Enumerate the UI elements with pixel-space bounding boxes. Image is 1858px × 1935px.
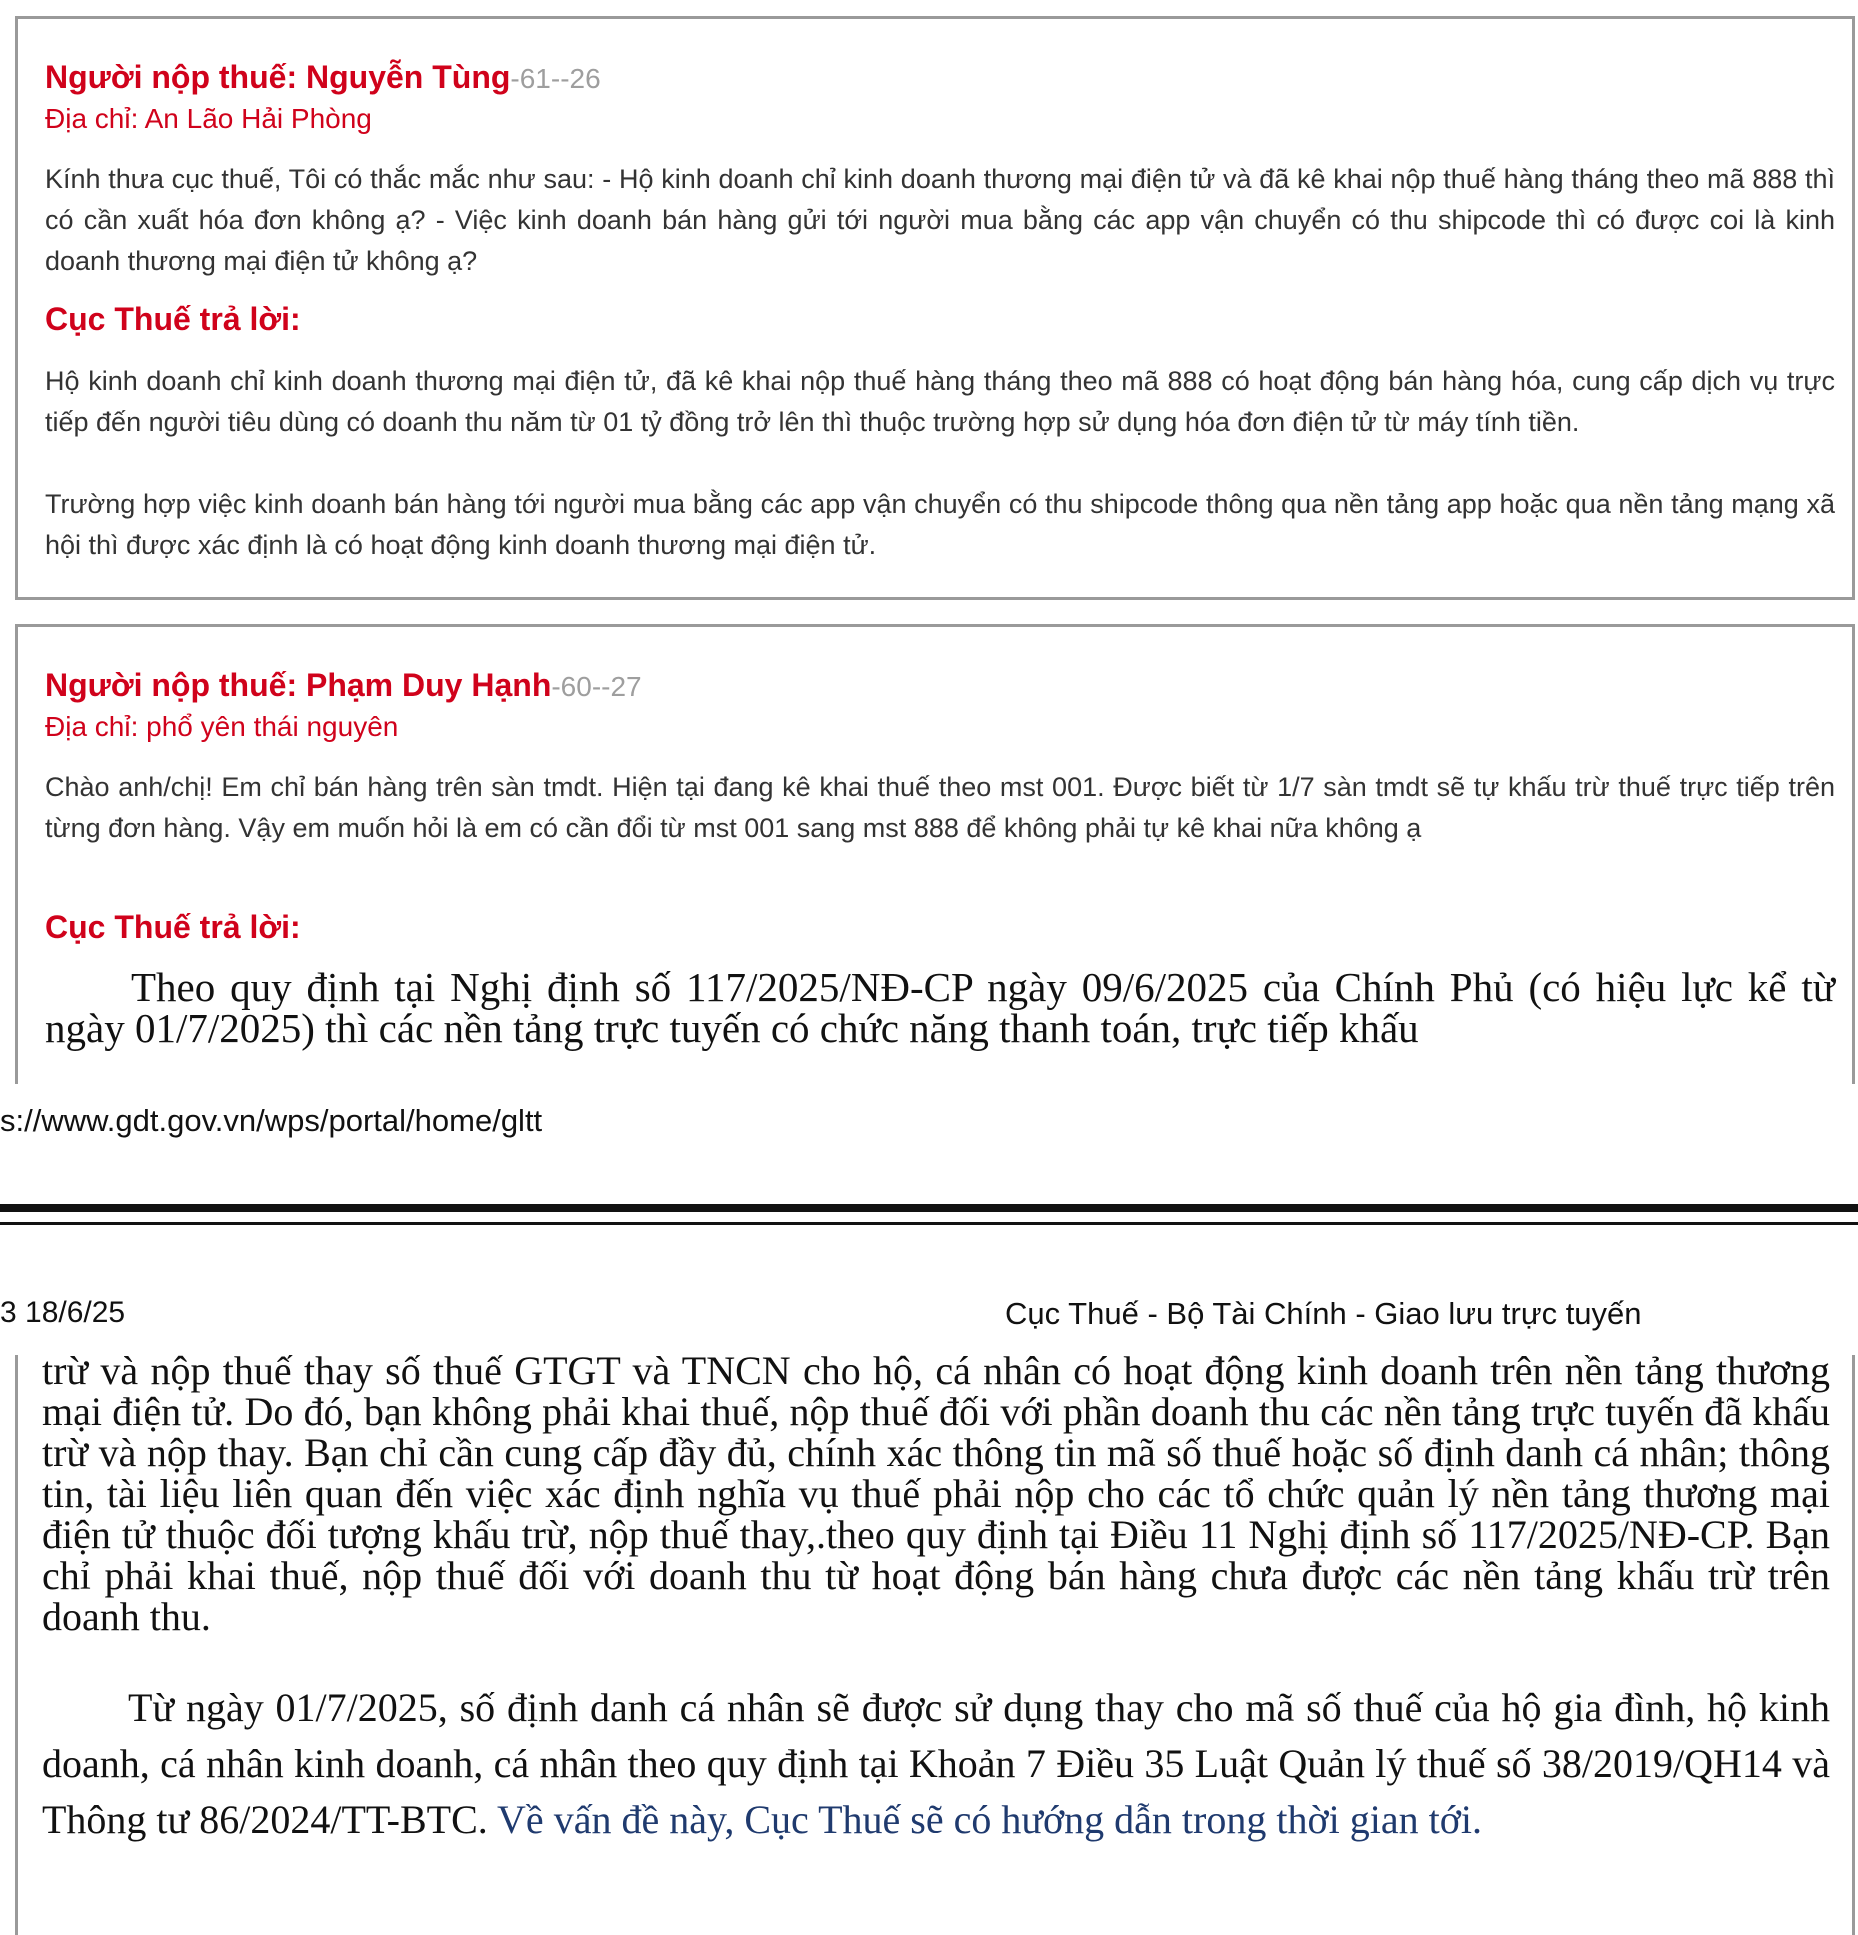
asker-name: Người nộp thuế: Nguyễn Tùng [45,59,511,95]
answer-heading: Cục Thuế trả lời: [45,301,301,337]
asker-heading [45,59,601,96]
print-header-title: Cục Thuế - Bộ Tài Chính - Giao lưu trực tuyến [1005,1296,1642,1331]
question-code: -61--26 [510,63,601,94]
page-break-line [0,1204,1858,1212]
answer-heading: Cục Thuế trả lời: [45,909,301,945]
question-text: Chào anh/chị! Em chỉ bán hàng trên sàn tmdt. Hiện tại đang kê khai thuế theo mst 001. Được biết từ 1/7 sàn tmdt sẽ tự khấu trừ thuế trực tiếp trên từng đơn hàng. Vậy em muốn hỏi là em có cần đổi từ mst 001 sang mst 888 để không phải tự kê khai nữa không ạ [45,772,1835,843]
answer-paragraph: trừ và nộp thuế thay số thuế GTGT và TNCN cho hộ, cá nhân có hoạt động kinh doanh trên nền tảng thương mại điện tử. Do đó, bạn không phải khai thuế, nộp thuế đối với phần doanh thu các nền tảng trực tuyến đã khấu trừ và nộp thay. Bạn chỉ cần cung cấp đầy đủ, chính xác thông tin mã số thuế hoặc số định danh cá nhân; thông tin, tài liệu liên quan đến việc xác định nghĩa vụ thuế phải nộp cho các tổ chức quản lý nền tảng thương mại điện tử thuộc đối tượng khấu trừ, nộp thuế thay,.theo quy định tại Điều 11 Nghị định số 117/2025/NĐ-CP. Bạn chỉ phải khai thuế, nộp thuế đối với doanh thu từ hoạt động bán hàng chưa được các nền tảng khấu trừ trên doanh thu. [42,1348,1830,1639]
answer-paragraph [42,1680,1830,1848]
asker-address: Địa chỉ: phổ yên thái nguyên [45,711,399,742]
asker-address: Địa chỉ: An Lão Hải Phòng [45,103,372,134]
asker-heading [45,667,642,704]
answer-text-highlight: Về vấn đề này, Cục Thuế sẽ có hướng dẫn trong thời gian tới. [497,1797,1482,1842]
question-code: -60--27 [551,671,642,702]
qa-card [15,624,1855,1084]
answer-paragraph: Trường hợp việc kinh doanh bán hàng tới người mua bằng các app vận chuyển có thu shipcode thông qua nền tảng app hoặc qua nền tảng mạng xã hội thì được xác định là có hoạt động kinh doanh thương mại điện tử. [45,489,1835,560]
answer-paragraph: Hộ kinh doanh chỉ kinh doanh thương mại điện tử, đã kê khai nộp thuế hàng tháng theo mã 888 có hoạt động bán hàng hóa, cung cấp dịch vụ trực tiếp đến người tiêu dùng có doanh thu năm từ 01 tỷ đồng trở lên thì thuộc trường hợp sử dụng hóa đơn điện tử từ máy tính tiền. [45,366,1835,437]
page-break-line [0,1222,1858,1225]
qa-card [15,16,1855,600]
asker-name: Người nộp thuế: Phạm Duy Hạnh [45,667,552,703]
question-text: Kính thưa cục thuế, Tôi có thắc mắc như sau: - Hộ kinh doanh chỉ kinh doanh thương mại điện tử và đã kê khai nộp thuế hàng tháng theo mã 888 thì có cần xuất hóa đơn không ạ? - Việc kinh doanh bán hàng gửi tới người mua bằng các app vận chuyển có thu shipcode thì có được coi là kinh doanh thương mại điện tử không ạ? [45,164,1835,276]
answer-paragraph: Theo quy định tại Nghị định số 117/2025/NĐ-CP ngày 09/6/2025 của Chính Phủ (có hiệu lực kể từ ngày 01/7/2025) thì các nền tảng trực tuyến có chức năng thanh toán, trực tiếp khấu [45,964,1835,1051]
print-footer-url: s://www.gdt.gov.vn/wps/portal/home/gltt [0,1103,543,1138]
answer-text: Từ ngày 01/7/2025, số định danh cá nhân sẽ được sử dụng thay cho mã số thuế của hộ gia đình, hộ kinh doanh, cá nhân kinh doanh, cá nhân theo quy định tại Khoản 7 Điều 35 Luật Quản lý thuế số 38/2019/QH14 và Thông tư 86/2024/TT-BTC. [42,1685,1830,1842]
print-header-date: 3 18/6/25 [0,1296,126,1329]
